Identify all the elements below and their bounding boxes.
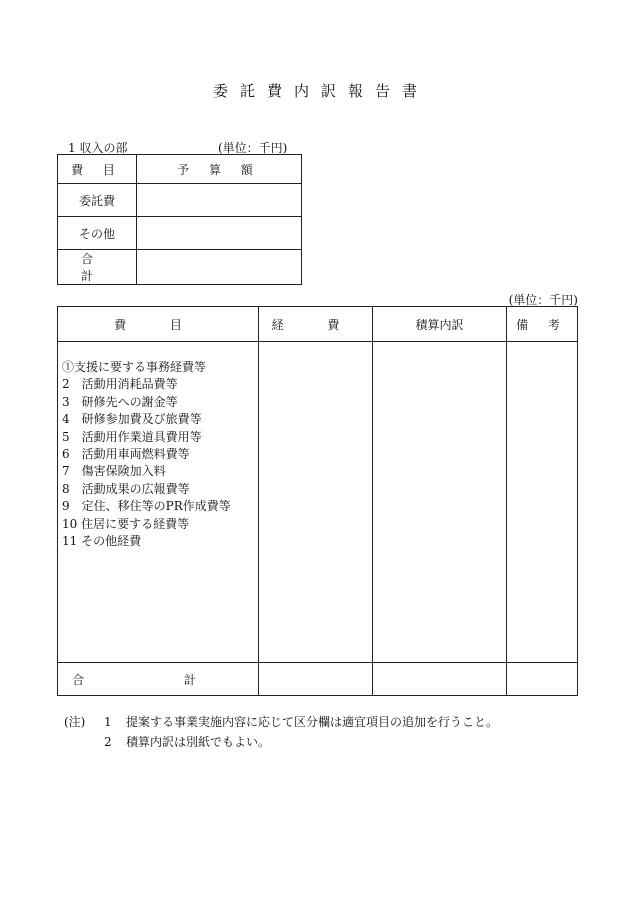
- expense-cost-cell: [259, 342, 373, 663]
- expense-item: 10 住居に要する経費等: [62, 516, 190, 531]
- expense-item: ①支援に要する事務経費等: [62, 360, 207, 374]
- expense-item: 9 定住、移住等のPR作成費等: [62, 499, 231, 514]
- income-total-row: [58, 250, 302, 285]
- expense-table: [57, 306, 578, 696]
- expense-total-breakdown: [373, 663, 507, 696]
- income-section-label: 1 収入の部: [68, 141, 128, 155]
- expense-breakdown-cell: [373, 342, 507, 663]
- expense-header-remarks: 備 考: [507, 307, 578, 342]
- expense-total-row: [58, 663, 578, 696]
- notes-label: (注): [64, 715, 86, 729]
- income-row-value: [137, 217, 302, 250]
- notes: [64, 712, 498, 752]
- expense-total-label: 合 計: [58, 663, 259, 696]
- expense-item: 5 活動用作業道具費用等: [62, 429, 202, 444]
- expense-item: 8 活動成果の広報費等: [62, 481, 190, 496]
- expense-body-row: [58, 342, 578, 663]
- income-row: [58, 184, 302, 217]
- income-table: [57, 154, 302, 285]
- income-row-label: 委託費: [58, 184, 137, 217]
- income-total-label: 合 計: [58, 250, 137, 285]
- expense-unit-label: (単位：千円): [508, 293, 578, 307]
- income-header-row: [58, 155, 302, 184]
- expense-header-breakdown: 積算内訳: [373, 307, 507, 342]
- note-number: 1: [104, 715, 112, 729]
- note-row: [64, 732, 498, 752]
- expense-item-list: [58, 342, 258, 550]
- note-text: 提案する事業実施内容に応じて区分欄は適宜項目の追加を行うこと。: [126, 715, 499, 729]
- expense-remarks-cell: [507, 342, 578, 663]
- expense-item: 6 活動用車両燃料費等: [62, 447, 190, 462]
- expense-total-cost: [259, 663, 373, 696]
- expense-item: 2 活動用消耗品費等: [62, 377, 178, 392]
- note-number: 2: [104, 735, 112, 749]
- expense-header-item: 費 目: [58, 307, 259, 342]
- income-header-item: 費 目: [58, 155, 137, 184]
- income-total-value: [137, 250, 302, 285]
- expense-item: 3 研修先への謝金等: [62, 394, 178, 409]
- expense-header-row: [58, 307, 578, 342]
- income-row-value: [137, 184, 302, 217]
- expense-header-cost: 経 費: [259, 307, 373, 342]
- income-header-budget: 予 算 額: [137, 155, 302, 184]
- income-row-label: その他: [58, 217, 137, 250]
- expense-total-remarks: [507, 663, 578, 696]
- note-row: [64, 712, 498, 732]
- expense-item: 4 研修参加費及び旅費等: [62, 412, 202, 427]
- income-unit-label: (単位：千円): [218, 141, 288, 155]
- expense-item: 11 その他経費: [62, 534, 142, 549]
- expense-items-cell: [58, 342, 259, 663]
- income-row: [58, 217, 302, 250]
- note-text: 積算内訳は別紙でもよい。: [126, 735, 271, 749]
- document-title: 委託費内訳報告書: [212, 82, 429, 100]
- expense-item: 7 傷害保険加入料: [62, 464, 166, 479]
